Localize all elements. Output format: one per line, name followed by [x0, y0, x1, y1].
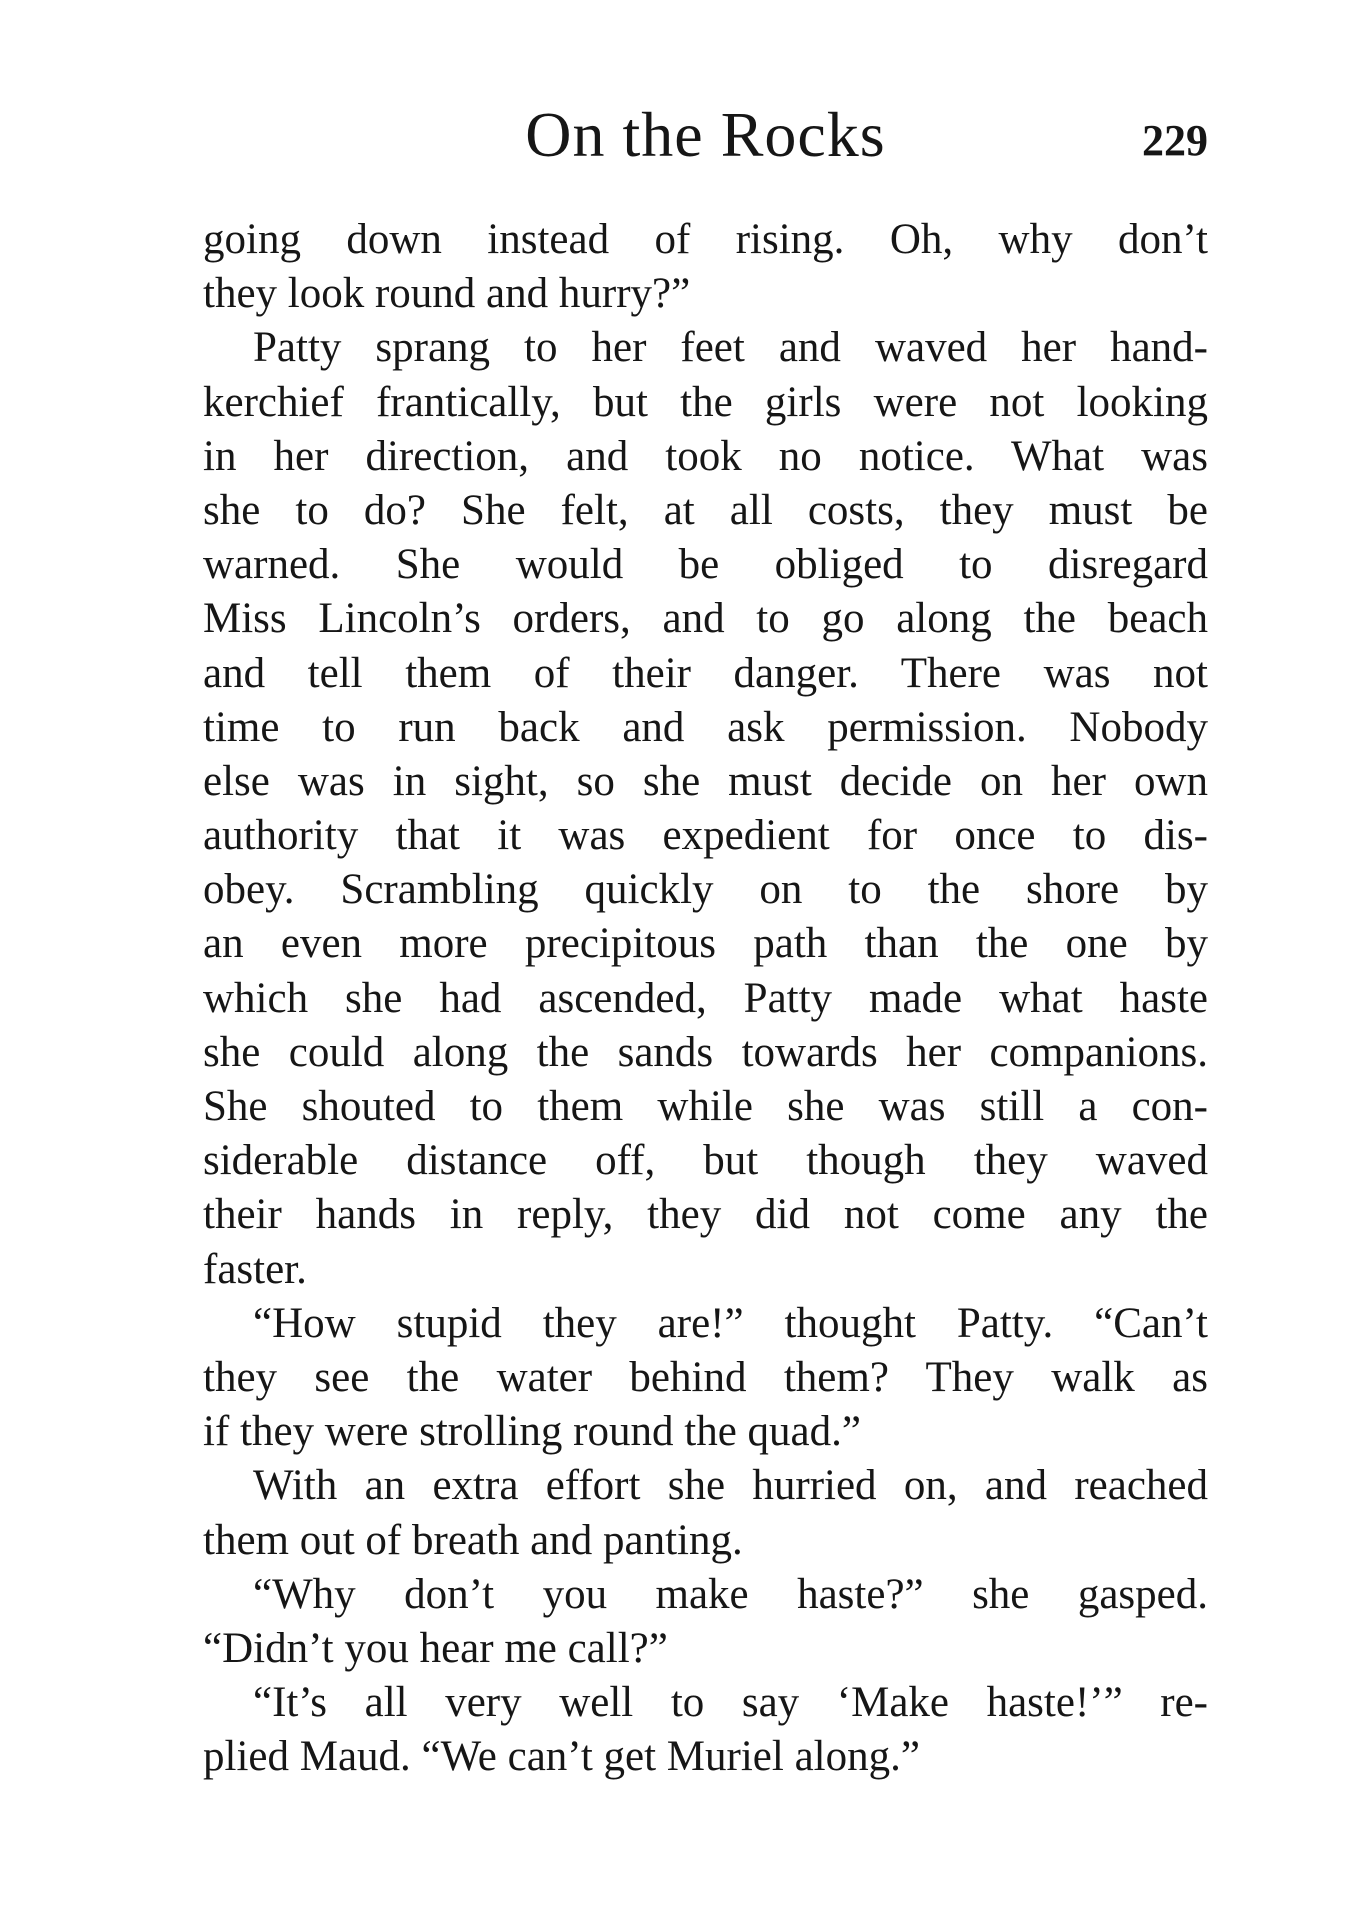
text-line: “It’s all very well to say ‘Make haste!’” re-	[253, 1679, 1208, 1727]
body-text	[203, 213, 1208, 1784]
text-line: “Didn’t you hear me call?”	[203, 1624, 668, 1672]
text-line: obey. Scrambling quickly on to the shore by	[203, 866, 1208, 914]
text-line: plied Maud. “We can’t get Muriel along.”	[203, 1733, 920, 1781]
page-number: 229	[1142, 116, 1208, 165]
text-line: else was in sight, so she must decide on her own	[203, 757, 1208, 805]
text-line: faster.	[203, 1245, 307, 1293]
text-line: she to do? She felt, at all costs, they must be	[203, 486, 1208, 534]
text-line: siderable distance off, but though they waved	[203, 1137, 1208, 1185]
text-line: them out of breath and panting.	[203, 1516, 743, 1564]
text-line: she could along the sands towards her companions.	[203, 1028, 1208, 1076]
text-line: warned. She would be obliged to disregard	[203, 541, 1208, 589]
text-line: and tell them of their danger. There was not	[203, 649, 1208, 697]
text-line: time to run back and ask permission. Nobody	[203, 703, 1208, 751]
text-line: Patty sprang to her feet and waved her hand-	[253, 324, 1208, 372]
text-line: in her direction, and took no notice. What was	[203, 432, 1208, 480]
text-line: She shouted to them while she was still a con-	[203, 1083, 1208, 1130]
text-line: kerchief frantically, but the girls were not looking	[203, 378, 1208, 426]
text-line: “Why don’t you make haste?” she gasped.	[253, 1570, 1208, 1618]
running-title: On the Rocks	[525, 99, 886, 170]
text-line: which she had ascended, Patty made what haste	[203, 974, 1208, 1022]
text-line: With an extra effort she hurried on, and reached	[253, 1462, 1208, 1510]
text-line: an even more precipitous path than the one by	[203, 920, 1208, 968]
text-line: if they were strolling round the quad.”	[203, 1408, 861, 1456]
text-line: they see the water behind them? They walk as	[203, 1353, 1208, 1401]
running-head	[203, 100, 1208, 170]
text-line: authority that it was expedient for once to dis-	[203, 812, 1208, 860]
text-line: they look round and hurry?”	[203, 270, 691, 318]
text-line: Miss Lincoln’s orders, and to go along the beach	[203, 595, 1208, 643]
text-line: their hands in reply, they did not come any the	[203, 1191, 1208, 1239]
text-line: going down instead of rising. Oh, why don’t	[203, 216, 1208, 263]
text-line: “How stupid they are!” thought Patty. “Can’t	[253, 1299, 1208, 1347]
